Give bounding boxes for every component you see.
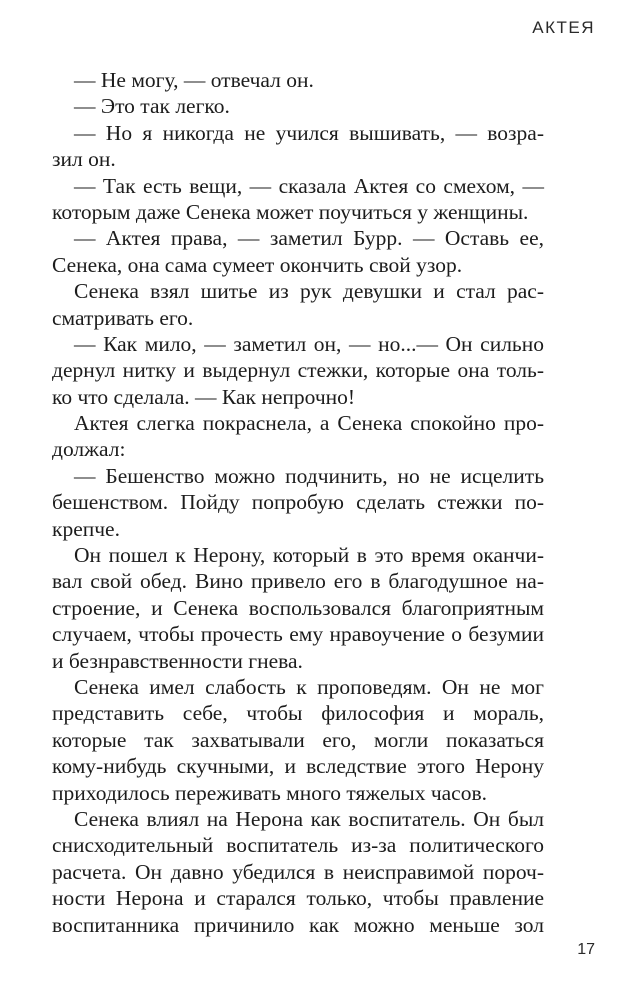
text-line: кому-нибудь скучными, и вследствие этого Нерону	[52, 754, 544, 779]
text-line: — Это так легко.	[74, 94, 230, 119]
text-line: крепче.	[52, 516, 120, 541]
text-line: Актея слегка покраснела, а Сенека спокойно про-	[74, 411, 544, 436]
text-line: зил он.	[52, 147, 116, 172]
text-line: Сенека влиял на Нерона как воспитатель. Он был	[74, 806, 544, 831]
page-body	[52, 67, 544, 938]
text-line: воспитанника причинило как можно меньше зол	[52, 912, 544, 937]
text-line: вал свой обед. Вино привело его в благодушное на-	[52, 569, 544, 594]
running-head: АКТЕЯ	[532, 18, 595, 37]
text-line: Сенека имел слабость к проповедям. Он не мог	[74, 674, 544, 699]
text-line: — Бешенство можно подчинить, но не исцелить	[74, 463, 544, 488]
text-line: расчета. Он давно убедился в неисправимой пороч-	[52, 859, 544, 884]
text-line: — Как мило, — заметил он, — но...— Он сильно	[74, 331, 544, 356]
page-number: 17	[577, 941, 595, 958]
text-line: строение, и Сенека воспользовался благоприятным	[52, 595, 544, 620]
text-line: снисходительный воспитатель из-за политического	[52, 833, 544, 858]
text-line: — Не могу, — отвечал он.	[74, 68, 314, 92]
text-line: Сенека, она сама сумеет окончить свой узор.	[52, 252, 463, 277]
text-line: которые так захватывали его, могли показаться	[52, 727, 544, 752]
text-line: и безнравственности гнева.	[52, 648, 303, 673]
text-line: представить себе, чтобы философия и мораль,	[52, 701, 544, 726]
text-line: — Актея права, — заметил Бурр. — Оставь ее,	[74, 226, 544, 251]
text-line: — Но я никогда не учился вышивать, — возра-	[74, 120, 544, 145]
text-line: которым даже Сенека может поучиться у женщины.	[52, 199, 529, 224]
text-line: ности Нерона и старался только, чтобы правление	[52, 886, 544, 911]
text-line: ко что сделала. — Как непрочно!	[52, 384, 356, 409]
text-line: сматривать его.	[52, 305, 194, 330]
text-line: Он пошел к Нерону, который в это время оканчи-	[74, 543, 544, 568]
text-line: — Так есть вещи, — сказала Актея со смехом, —	[74, 173, 544, 198]
text-line: бешенством. Пойду попробую сделать стежки по-	[52, 490, 544, 515]
text-line: случаем, чтобы прочесть ему нравоучение о безумии	[52, 622, 544, 647]
text-line: Сенека взял шитье из рук девушки и стал рас-	[74, 279, 544, 304]
text-line: должал:	[52, 437, 126, 462]
text-line: дернул нитку и выдернул стежки, которые она толь-	[52, 358, 544, 383]
text-line: приходилось переживать много тяжелых часов.	[52, 780, 487, 805]
